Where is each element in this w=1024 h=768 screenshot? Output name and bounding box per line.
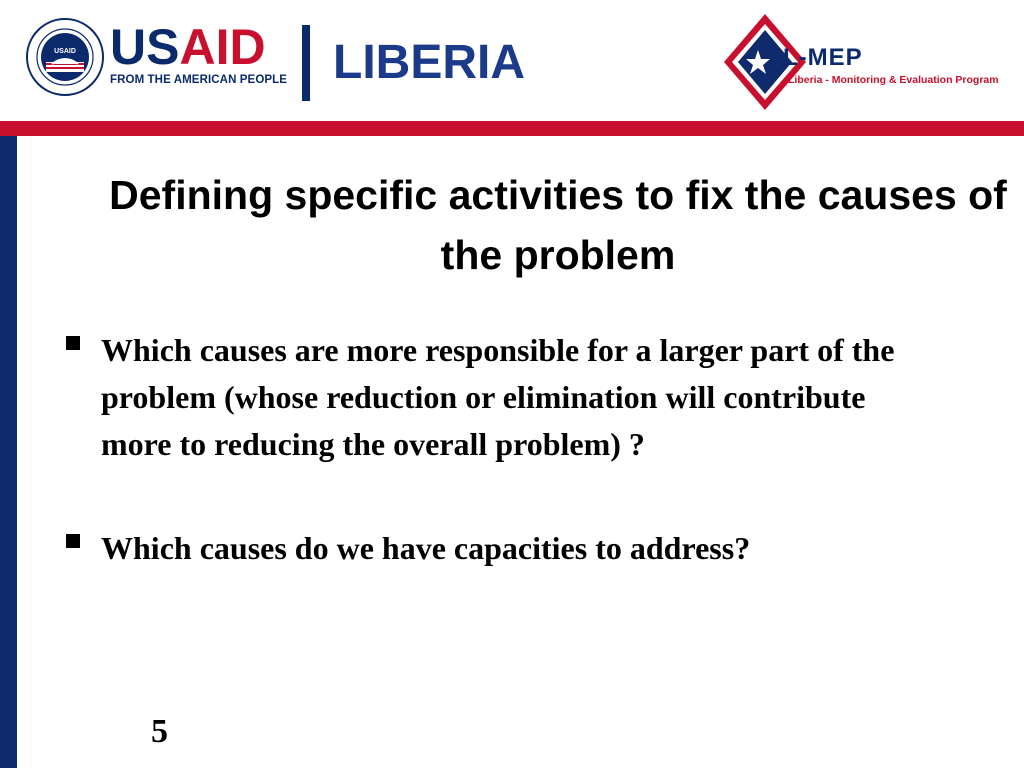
square-bullet-icon <box>66 534 80 548</box>
bullet-text: Which causes do we have capacities to address? <box>101 530 751 566</box>
slide-header <box>0 0 1024 120</box>
square-bullet-icon <box>66 336 80 350</box>
left-accent-bar <box>0 136 17 768</box>
header-red-rule <box>0 121 1024 136</box>
header-divider <box>302 25 310 101</box>
slide-title: Defining specific activities to fix the causes of the problem <box>109 172 1007 278</box>
bullet-item <box>62 525 932 572</box>
lmep-acronym: L-MEP <box>783 44 863 71</box>
country-label: LIBERIA <box>333 36 525 89</box>
usaid-tagline: FROM THE AMERICAN PEOPLE <box>110 74 288 86</box>
usaid-wordmark: USAID <box>110 19 266 75</box>
bullet-list <box>62 327 932 572</box>
bullet-item <box>62 327 932 468</box>
lmep-program-name: Liberia - Monitoring & Evaluation Program <box>788 74 999 86</box>
usaid-seal-logo <box>26 18 104 96</box>
bullet-text: Which causes are more responsible for a larger part of the problem (whose reduction or elimination will contribute more to reducing the overall problem) ? <box>101 332 895 462</box>
svg-text:USAID: USAID <box>54 48 76 55</box>
page-number: 5 <box>151 713 168 750</box>
